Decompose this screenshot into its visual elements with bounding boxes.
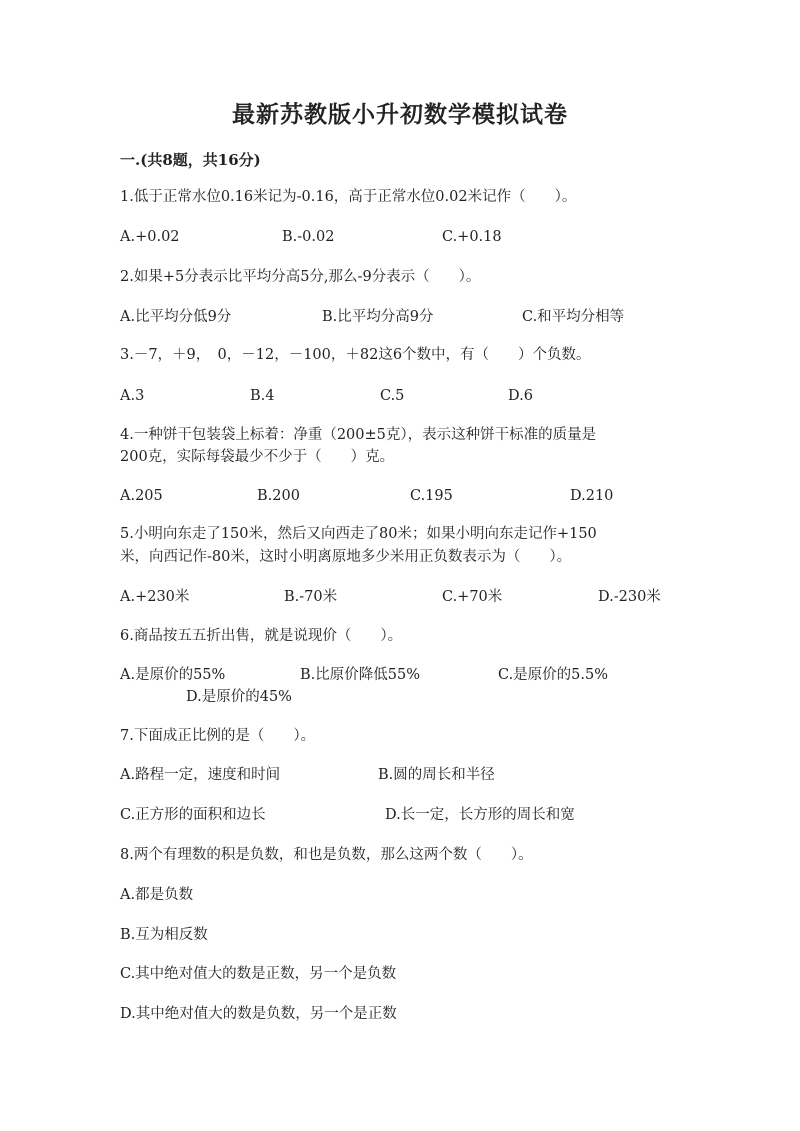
question-1-stem: 1.低于正常水位0.16米记为-0.16，高于正常水位0.02米记作（ ）。 <box>120 189 577 205</box>
question-7-stem: 7.下面成正比例的是（ ）。 <box>120 728 316 744</box>
q4-option-d: D.210 <box>570 488 614 504</box>
q3-option-d: D.6 <box>508 388 533 404</box>
q2-option-a: A.比平均分低9分 <box>120 309 232 325</box>
q6-option-d: D.是原价的45% <box>186 689 292 705</box>
q8-option-c: C.其中绝对值大的数是正数，另一个是负数 <box>120 966 397 982</box>
q5-option-d: D.-230米 <box>598 589 661 605</box>
q3-option-b: B.4 <box>250 388 275 404</box>
q3-option-c: C.5 <box>380 388 405 404</box>
section-heading: 一.(共8题，共16分) <box>120 151 261 169</box>
question-6-stem: 6.商品按五五折出售，就是说现价（ ）。 <box>120 628 403 644</box>
q7-option-b: B.圆的周长和半径 <box>378 767 495 783</box>
q1-option-c: C.+0.18 <box>442 229 502 245</box>
q6-option-b: B.比原价降低55% <box>300 667 420 683</box>
q4-option-c: C.195 <box>410 488 453 504</box>
q4-option-b: B.200 <box>257 488 300 504</box>
q3-option-a: A.3 <box>120 388 145 404</box>
q1-option-b: B.-0.02 <box>282 229 335 245</box>
q7-option-d: D.长一定，长方形的周长和宽 <box>385 807 575 823</box>
q7-option-c: C.正方形的面积和边长 <box>120 807 266 823</box>
q5-option-c: C.+70米 <box>442 589 503 605</box>
q1-option-a: A.+0.02 <box>120 229 180 245</box>
question-8-stem: 8.两个有理数的积是负数，和也是负数，那么这两个数（ ）。 <box>120 847 533 863</box>
q2-option-b: B.比平均分高9分 <box>322 309 434 325</box>
q5-option-a: A.+230米 <box>120 589 190 605</box>
q5-option-b: B.-70米 <box>284 589 338 605</box>
q8-option-b: B.互为相反数 <box>120 927 208 943</box>
question-2-stem: 2.如果+5分表示比平均分高5分,那么-9分表示（ ）。 <box>120 269 481 285</box>
q8-option-d: D.其中绝对值大的数是负数，另一个是正数 <box>120 1006 397 1022</box>
q8-option-a: A.都是负数 <box>120 887 194 903</box>
question-3-stem: 3.－7，＋9， 0，－12，－100，＋82这6个数中，有（ ）个负数。 <box>120 347 591 363</box>
question-4-stem-line2: 200克，实际每袋最少不少于（ ）克。 <box>120 449 395 465</box>
q7-option-a: A.路程一定，速度和时间 <box>120 767 281 783</box>
q6-option-c: C.是原价的5.5% <box>498 667 609 683</box>
q4-option-a: A.205 <box>120 488 163 504</box>
q2-option-c: C.和平均分相等 <box>522 309 625 325</box>
page-title: 最新苏教版小升初数学模拟试卷 <box>232 101 568 128</box>
question-5-stem-line1: 5.小明向东走了150米，然后又向西走了80米；如果小明向东走记作+150 <box>120 526 597 542</box>
question-5-stem-line2: 米，向西记作-80米，这时小明离原地多少米用正负数表示为（ ）。 <box>120 549 572 565</box>
question-4-stem-line1: 4.一种饼干包装袋上标着：净重（200±5克），表示这种饼干标准的质量是 <box>120 427 597 443</box>
q6-option-a: A.是原价的55% <box>120 667 226 683</box>
